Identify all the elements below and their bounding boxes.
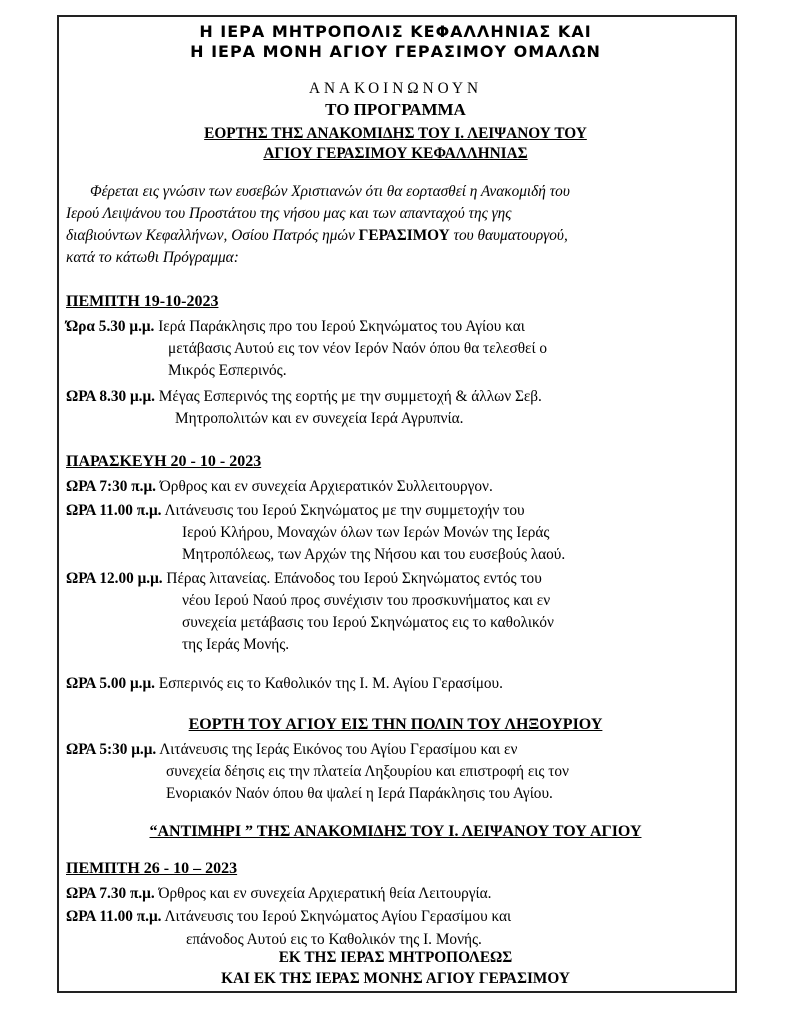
day1-event1-line1: Ώρα 5.30 μ.μ. Ιερά Παράκλησις προ του Ιερού Σκηνώματος του Αγίου και bbox=[66, 318, 525, 335]
header-line-1: Η ΙΕΡΑ ΜΗΤΡΟΠΟΛΙΣ ΚΕΦΑΛΛΗΝΙΑΣ ΚΑΙ bbox=[199, 22, 592, 41]
day2-event3-line4: της Ιεράς Μονής. bbox=[182, 636, 290, 653]
intro-line-3: διαβιούντων Κεφαλλήνων, Οσίου Πατρός ημών ΓΕΡΑΣΙΜΟΥ του θαυματουργού, bbox=[66, 227, 568, 244]
day2-event3-line1: ΩΡΑ 12.00 μ.μ. Πέρας λιτανείας. Επάνοδος του Ιερού Σκηνώματος εντός του bbox=[66, 570, 542, 587]
day2-event3-line2: νέου Ιερού Ναού προς συνέχισιν του προσκυνήματος και εν bbox=[182, 592, 551, 609]
lixouri-heading: ΕΟΡΤΗ ΤΟΥ ΑΓΙΟΥ ΕΙΣ ΤΗΝ ΠΟΛΙΝ ΤΟΥ ΛΗΞΟΥΡΙΟΥ bbox=[188, 716, 603, 733]
intro-line-4: κατά το κάτωθι Πρόγραμμα: bbox=[66, 249, 239, 266]
day2-event2-line3: Μητροπόλεως, των Αρχών της Νήσου και του ευσεβούς λαού. bbox=[182, 546, 566, 563]
day3-event2-line1: ΩΡΑ 11.00 π.μ. Λιτάνευσις του Ιερού Σκηνώματος Αγίου Γερασίμου και bbox=[66, 908, 512, 925]
program-subtitle-1: ΕΟΡΤΗΣ ΤΗΣ ΑΝΑΚΟΜΙΔΗΣ ΤΟΥ Ι. ΛΕΙΨΑΝΟΥ ΤΟΥ bbox=[204, 125, 587, 142]
day3-heading: ΠΕΜΠΤΗ 26 - 10 – 2023 bbox=[66, 860, 238, 877]
day3-event2-line2: επάνοδος Αυτού εις το Καθολικόν της Ι. Μονής. bbox=[186, 931, 482, 948]
program-subtitle-2: ΑΓΙΟΥ ΓΕΡΑΣΙΜΟΥ ΚΕΦΑΛΛΗΝΙΑΣ bbox=[263, 145, 528, 162]
announce-verb: ΑΝΑΚΟΙΝΩΝΟΥΝ bbox=[308, 80, 483, 97]
header-line-2: Η ΙΕΡΑ ΜΟΝΗ ΑΓΙΟΥ ΓΕΡΑΣΙΜΟΥ ΟΜΑΛΩΝ bbox=[190, 42, 601, 61]
day1-event2-line1: ΩΡΑ 8.30 μ.μ. Μέγας Εσπερινός της εορτής με την συμμετοχή & άλλων Σεβ. bbox=[66, 388, 542, 405]
day2-event3-line3: συνεχεία μετάβασις του Ιερού Σκηνώματος εις το καθολικόν bbox=[182, 614, 554, 631]
day2-heading: ΠΑΡΑΣΚΕΥΗ 20 - 10 - 2023 bbox=[66, 453, 262, 470]
signature-line-2: ΚΑΙ ΕΚ ΤΗΣ ΙΕΡΑΣ ΜΟΝΗΣ ΑΓΙΟΥ ΓΕΡΑΣΙΜΟΥ bbox=[221, 970, 570, 987]
day1-event2-line2: Μητροπολιτών και εν συνεχεία Ιερά Αγρυπνία. bbox=[175, 410, 464, 427]
antimiri-heading: “ΑΝΤΙΜΗΡΙ ” ΤΗΣ ΑΝΑΚΟΜΙΔΗΣ ΤΟΥ Ι. ΛΕΙΨΑΝΟΥ ΤΟΥ ΑΓΙΟΥ bbox=[149, 823, 642, 840]
day2-event2-line2: Ιερού Κλήρου, Μοναχών όλων των Ιερών Μονών της Ιεράς bbox=[182, 524, 550, 541]
lixouri-event1-line3: Ενοριακόν Ναόν όπου θα ψαλεί η Ιερά Παράκλησις του Αγίου. bbox=[166, 785, 553, 802]
lixouri-event1-line1: ΩΡΑ 5:30 μ.μ. Λιτάνευσις της Ιεράς Εικόνος του Αγίου Γερασίμου και εν bbox=[66, 741, 518, 758]
saint-name: ΓΕΡΑΣΙΜΟΥ bbox=[358, 227, 450, 244]
program-title: ΤΟ ΠΡΟΓΡΑΜΜΑ bbox=[325, 100, 466, 119]
day1-heading: ΠΕΜΠΤΗ 19-10-2023 bbox=[66, 293, 219, 310]
intro-line-1: Φέρεται εις γνώσιν των ευσεβών Χριστιανών ότι θα εορτασθεί η Ανακομιδή του bbox=[90, 183, 570, 200]
lixouri-event1-line2: συνεχεία δέησις εις την πλατεία Ληξουρίου και επιστροφή εις τον bbox=[166, 763, 569, 780]
day1-event1-line2: μετάβασις Αυτού εις τον νέον Ιερόν Ναόν όπου θα τελεσθεί ο bbox=[168, 340, 548, 357]
day2-event1-line1: ΩΡΑ 7:30 π.μ. Όρθρος και εν συνεχεία Αρχιερατικόν Συλλειτουργον. bbox=[66, 478, 493, 495]
intro-line-2: Ιερού Λειψάνου του Προστάτου της νήσου μας και των απανταχού της γης bbox=[66, 205, 512, 222]
day2-event2-line1: ΩΡΑ 11.00 π.μ. Λιτάνευσις του Ιερού Σκηνώματος με την συμμετοχήν του bbox=[66, 502, 525, 519]
signature-line-1: ΕΚ ΤΗΣ ΙΕΡΑΣ ΜΗΤΡΟΠΟΛΕΩΣ bbox=[278, 949, 513, 966]
day2-event4-line1: ΩΡΑ 5.00 μ.μ. Εσπερινός εις το Καθολικόν της Ι. Μ. Αγίου Γερασίμου. bbox=[66, 675, 503, 692]
day3-event1-line1: ΩΡΑ 7.30 π.μ. Όρθρος και εν συνεχεία Αρχιερατική θεία Λειτουργία. bbox=[66, 885, 492, 902]
day1-event1-line3: Μικρός Εσπερινός. bbox=[168, 362, 287, 379]
